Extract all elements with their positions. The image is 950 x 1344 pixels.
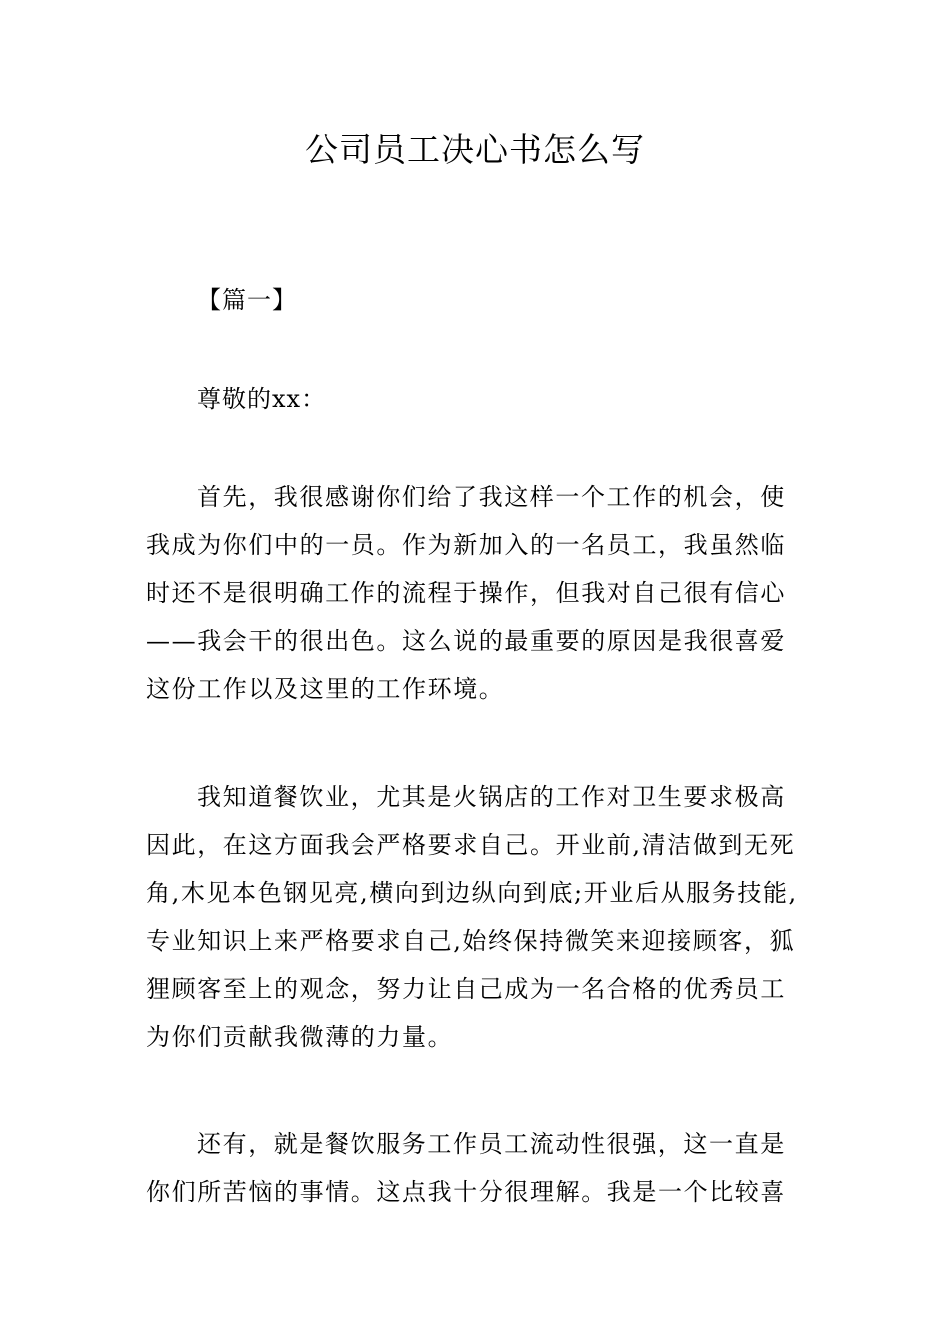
salutation: 尊敬的xx： xyxy=(197,385,327,413)
paragraph-line: 还有，就是餐饮服务工作员工流动性很强，这一直是 xyxy=(197,1130,786,1158)
paragraph-line: 为你们贡献我微薄的力量。 xyxy=(146,1023,454,1051)
paragraph-line: ——我会干的很出色。这么说的最重要的原因是我很喜爱 xyxy=(146,627,786,655)
paragraph-line: 角,木见本色钢见亮,横向到边纵向到底;开业后从服务技能, xyxy=(146,879,798,907)
paragraph-hygiene xyxy=(146,773,811,1061)
document-title: 公司员工决心书怎么写 xyxy=(305,130,645,169)
paragraph-line: 时还不是很明确工作的流程于操作，但我对自己很有信心 xyxy=(146,579,786,607)
section-label: 【篇一】 xyxy=(197,286,297,314)
paragraph-line: 专业知识上来严格要求自己,始终保持微笑来迎接顾客，狐 xyxy=(146,927,796,955)
paragraph-gratitude xyxy=(146,473,811,713)
paragraph-line: 这份工作以及这里的工作环境。 xyxy=(146,675,505,703)
paragraph-line: 我成为你们中的一员。作为新加入的一名员工，我虽然临 xyxy=(146,531,786,559)
paragraph-line: 你们所苦恼的事情。这点我十分很理解。我是一个比较喜 xyxy=(146,1178,786,1206)
paragraph-line: 首先，我很感谢你们给了我这样一个工作的机会，使 xyxy=(197,483,786,511)
paragraph-line: 狸顾客至上的观念，努力让自己成为一名合格的优秀员工 xyxy=(146,975,786,1003)
paragraph-line: 因此，在这方面我会严格要求自己。开业前,清洁做到无死 xyxy=(146,831,796,859)
paragraph-turnover xyxy=(146,1120,811,1216)
paragraph-line: 我知道餐饮业，尤其是火锅店的工作对卫生要求极高 xyxy=(197,783,786,811)
